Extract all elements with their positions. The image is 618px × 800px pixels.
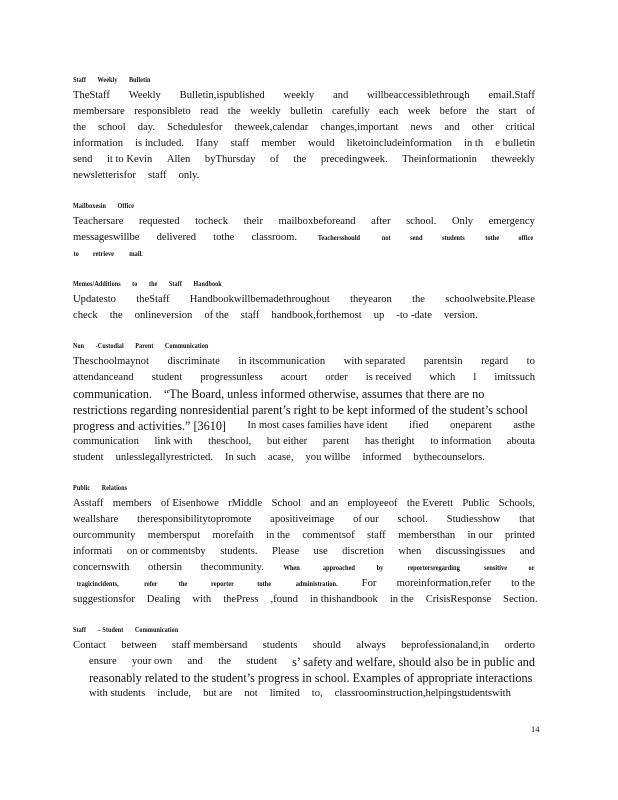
word: apositiveimage — [270, 514, 335, 525]
word: thecommunity. — [200, 562, 264, 573]
heading-word: Communication — [134, 625, 179, 634]
word: rMiddle — [228, 498, 263, 509]
word: Asstaff — [73, 498, 104, 509]
word: bythecounselors. — [413, 452, 485, 463]
heading-word: Relations — [101, 483, 128, 492]
text-line — [73, 88, 535, 104]
word: the — [179, 579, 188, 588]
word: onlineversion — [134, 310, 193, 321]
word: Please — [272, 546, 300, 557]
word: In most cases families have ident — [247, 420, 388, 431]
text-line — [73, 434, 535, 450]
word: is included. — [135, 138, 184, 149]
heading-word: – Student — [97, 625, 124, 634]
word: student — [246, 656, 277, 667]
word: in our — [467, 530, 493, 541]
word: l — [473, 372, 477, 383]
text-line — [73, 292, 535, 308]
word: CrisisResponse — [425, 594, 492, 605]
section-non-custodial-parent — [73, 340, 535, 466]
section-heading — [73, 200, 452, 212]
word: of our — [353, 514, 379, 525]
word: to information — [430, 436, 492, 447]
word: discussingissues — [435, 546, 506, 557]
page-number: 14 — [531, 724, 540, 734]
word: weekly — [283, 90, 315, 101]
word: messageswillbe — [73, 232, 140, 243]
word: is received — [365, 372, 412, 383]
word: emergency — [488, 216, 535, 227]
heading-word: Mailboxesin — [73, 201, 107, 210]
word: staff — [230, 138, 250, 149]
word: to — [526, 356, 535, 367]
word: requested — [138, 216, 180, 227]
word: Schedulesfor — [167, 122, 223, 133]
word: Teachersare — [73, 216, 124, 227]
text-line — [73, 450, 535, 466]
text-line — [73, 152, 535, 168]
word: reportersregarding — [407, 563, 460, 572]
word: each — [379, 106, 399, 117]
word: students — [442, 233, 465, 242]
word: has theright — [364, 436, 415, 447]
word: and — [519, 546, 535, 557]
word: in thishandbook — [309, 594, 378, 605]
word: acase, — [267, 452, 294, 463]
word: parentsin — [423, 356, 463, 367]
word: Updatesto — [73, 294, 116, 305]
word: membersput — [147, 530, 201, 541]
text-line — [73, 104, 535, 120]
word: othersin — [147, 562, 183, 573]
word: the — [476, 106, 490, 117]
word: members — [112, 498, 152, 509]
word: when — [398, 546, 422, 557]
word: Theschoolmaynot — [73, 356, 149, 367]
text-line — [73, 670, 535, 686]
section-heading — [73, 624, 452, 636]
word: the Everett — [406, 498, 454, 509]
word: Schools, — [498, 498, 535, 509]
text-line — [73, 120, 535, 136]
heading-word: Bulletin — [128, 75, 151, 84]
word: retrieve — [93, 249, 115, 258]
word: -to -date — [396, 310, 432, 321]
section-staff-student-communication — [73, 624, 535, 702]
word: imitssuch — [494, 372, 535, 383]
text-line — [73, 544, 535, 560]
text-line — [73, 370, 535, 386]
heading-word: Staff — [73, 625, 87, 634]
word: information — [73, 138, 124, 149]
word: ensure — [89, 656, 117, 667]
word: which — [429, 372, 456, 383]
word: in th — [464, 138, 484, 149]
word: Only — [451, 216, 474, 227]
word: week — [407, 106, 431, 117]
text-line — [73, 512, 535, 528]
word: responsibleto — [134, 106, 191, 117]
section-heading — [73, 278, 452, 290]
word: include, — [157, 688, 192, 699]
word: to, — [311, 688, 323, 699]
word: Dealing — [146, 594, 181, 605]
word: and — [444, 122, 460, 133]
word: approached — [322, 563, 355, 572]
section-heading — [73, 482, 452, 494]
text-line — [73, 136, 535, 152]
word: Handbookwillbemadethroughout — [189, 294, 330, 305]
word: staff membersand — [171, 640, 248, 651]
word: oneparent — [450, 420, 492, 431]
word: asthe — [513, 420, 535, 431]
heading-word: Staff — [168, 279, 182, 288]
word: should — [312, 640, 341, 651]
word: informati — [73, 546, 113, 557]
word: in the — [389, 594, 414, 605]
word: newsletterisfor — [73, 170, 136, 181]
word: Section. — [503, 594, 538, 605]
text-line — [73, 592, 538, 608]
word: by — [376, 563, 384, 572]
word: morefaith — [212, 530, 254, 541]
word: of — [526, 106, 535, 117]
word: thePress — [223, 594, 259, 605]
heading-word: Handbook — [193, 279, 222, 288]
word: printed — [504, 530, 535, 541]
word: Public — [462, 498, 490, 509]
text-line — [73, 418, 535, 434]
text-line — [73, 686, 535, 702]
word: on or commentsby — [126, 546, 206, 557]
word: suggestionsfor — [73, 594, 135, 605]
word: Weekly — [128, 90, 161, 101]
heading-word: Staff — [73, 75, 87, 84]
word: it to Kevin — [106, 154, 153, 165]
word: beprofessionaland,in — [401, 640, 490, 651]
word: classroom. — [251, 232, 298, 243]
word: theyearon — [350, 294, 392, 305]
word: delivered — [156, 232, 197, 243]
heading-word: Communication — [164, 341, 209, 350]
word: For — [361, 578, 377, 589]
word: communication. — [73, 387, 152, 401]
word: regard — [481, 356, 509, 367]
word: would — [308, 138, 335, 149]
heading-word: Memos/Additions — [73, 279, 121, 288]
word: orderto — [504, 640, 535, 651]
word: staff — [147, 170, 167, 181]
heading-word: Parent — [135, 341, 154, 350]
word: commentsof — [302, 530, 355, 541]
heading-word: Non — [73, 341, 85, 350]
word: always — [356, 640, 386, 651]
word: school — [98, 122, 126, 133]
word: reporter — [210, 579, 234, 588]
word: mailboxbeforeand — [278, 216, 356, 227]
word: theschool, — [208, 436, 252, 447]
word: TheStaff — [73, 90, 110, 101]
word: bulletin — [290, 106, 323, 117]
word: carefully — [331, 106, 370, 117]
word: read — [200, 106, 219, 117]
word: your own — [131, 656, 173, 667]
word: Ifany — [196, 138, 219, 149]
word: Theinformationin — [402, 154, 477, 165]
word: students. — [220, 546, 258, 557]
word: Contact — [73, 640, 106, 651]
word: send — [73, 154, 93, 165]
word: and — [332, 90, 349, 101]
word: acourt — [280, 372, 308, 383]
word: but are — [203, 688, 233, 699]
word: email.Staff — [488, 90, 535, 101]
word: only. — [178, 170, 200, 181]
word: or — [528, 563, 535, 572]
word: progress and activities.” [3610] — [73, 419, 226, 433]
word: order — [325, 372, 348, 383]
word: member — [261, 138, 296, 149]
word: ,found — [270, 594, 298, 605]
word: membersare — [73, 106, 125, 117]
word: theresponsibilitytopromote — [137, 514, 252, 525]
word: staff — [367, 530, 386, 541]
word: office — [518, 233, 534, 242]
word: use — [313, 546, 328, 557]
word: before — [439, 106, 467, 117]
text-line — [73, 230, 535, 246]
heading-word: -Custodial — [95, 341, 124, 350]
word: tragicincidents, — [76, 579, 119, 588]
word: the — [293, 154, 307, 165]
section-mailboxes-in-office — [73, 200, 535, 262]
word: In such — [224, 452, 256, 463]
heading-word: to — [132, 279, 138, 288]
word: the — [227, 106, 241, 117]
word: membersthan — [398, 530, 456, 541]
word: other — [471, 122, 494, 133]
word: in the — [266, 530, 290, 541]
word: check — [73, 310, 98, 321]
word: the — [412, 294, 426, 305]
text-line — [73, 402, 535, 418]
word: school. — [397, 514, 428, 525]
word: start — [498, 106, 517, 117]
word: after — [371, 216, 391, 227]
word: theStaff — [136, 294, 170, 305]
word: to — [73, 249, 79, 258]
word: informed — [362, 452, 402, 463]
word: “The Board, unless informed otherwise, assumes that there are no — [163, 387, 485, 401]
text-line — [73, 496, 535, 512]
word: e bulletin — [495, 138, 535, 149]
word: unlesslegallyrestricted. — [115, 452, 213, 463]
word: employeeof — [347, 498, 398, 509]
word: school. — [406, 216, 437, 227]
section-memos-additions — [73, 278, 535, 324]
word: day. — [137, 122, 156, 133]
text-line — [73, 308, 535, 324]
word: moreinformation,refer — [396, 578, 491, 589]
word: schoolwebsite.Please — [445, 294, 535, 305]
document-page — [73, 74, 538, 718]
text-line — [73, 214, 535, 230]
word: their — [243, 216, 263, 227]
word: discretion — [342, 546, 384, 557]
word: Teachersshould — [317, 233, 361, 242]
word: progressunless — [200, 372, 263, 383]
word: with separated — [343, 356, 406, 367]
word: willbeaccessiblethrough — [367, 90, 470, 101]
word: reasonably related to the student’s progress in school. Examples of appropriate interactions — [89, 671, 533, 685]
word: tothe — [485, 233, 500, 242]
word: abouta — [506, 436, 535, 447]
word: between — [121, 640, 157, 651]
heading-word: Public — [73, 483, 91, 492]
word: mail. — [129, 249, 143, 258]
word: critical — [505, 122, 535, 133]
word: precedingweek. — [320, 154, 388, 165]
word: student — [151, 372, 183, 383]
word: version. — [443, 310, 478, 321]
word: When — [283, 563, 300, 572]
heading-word: the — [148, 279, 158, 288]
word: theweekly — [491, 154, 535, 165]
word: Bulletin,ispublished — [179, 90, 265, 101]
word: with students — [89, 688, 146, 699]
word: and — [187, 656, 203, 667]
text-line — [73, 528, 535, 544]
word: to the — [511, 578, 535, 589]
word: the — [73, 122, 86, 133]
word: tothe — [213, 232, 235, 243]
text-line — [73, 638, 535, 654]
word: ified — [409, 420, 429, 431]
word: up — [373, 310, 385, 321]
word: attendanceand — [73, 372, 134, 383]
word: communication — [73, 436, 139, 447]
word: discriminate — [167, 356, 220, 367]
word: liketoincludeinformation — [346, 138, 452, 149]
word: Studiesshow — [446, 514, 501, 525]
word: classroominstruction,helpingstudentswith — [334, 688, 511, 699]
word: of the — [204, 310, 229, 321]
text-line — [73, 386, 535, 402]
word: the — [109, 310, 123, 321]
word: Allen — [166, 154, 191, 165]
text-line — [73, 168, 535, 184]
word: refer — [143, 579, 158, 588]
word: not — [244, 688, 258, 699]
text-line — [73, 354, 535, 370]
word: byThursday — [204, 154, 256, 165]
word: School — [271, 498, 301, 509]
word: of Eisenhowe — [160, 498, 219, 509]
word: s’ safety and welfare, should also be in public and — [292, 655, 535, 669]
word: ourcommunity — [73, 530, 136, 541]
word: tocheck — [195, 216, 229, 227]
text-line — [73, 246, 535, 262]
word: staff — [240, 310, 260, 321]
word: student — [73, 452, 104, 463]
word: the — [218, 656, 232, 667]
word: in itscommunication — [238, 356, 326, 367]
word: parent — [322, 436, 350, 447]
word: tothe — [256, 579, 271, 588]
word: of — [270, 154, 279, 165]
word: handbook,forthemost — [271, 310, 362, 321]
heading-word: Weekly — [97, 75, 118, 84]
word: limited — [269, 688, 300, 699]
word: sensitive — [484, 563, 508, 572]
section-staff-weekly-bulletin — [73, 74, 535, 184]
word: theweek,calendar — [234, 122, 309, 133]
word: send — [409, 233, 423, 242]
text-line — [73, 654, 535, 670]
word: restrictions regarding nonresidential parent’s right to be kept informed of the student’s school — [73, 403, 528, 417]
word: that — [519, 514, 535, 525]
word: and an — [310, 498, 339, 509]
word: weekly — [250, 106, 281, 117]
section-public-relations — [73, 482, 538, 608]
word: weallshare — [73, 514, 119, 525]
heading-word: Office — [117, 201, 135, 210]
word: concernswith — [73, 562, 130, 573]
word: changes,important — [320, 122, 399, 133]
word: not — [381, 233, 391, 242]
text-line — [73, 576, 535, 592]
word: you willbe — [305, 452, 351, 463]
word: but either — [266, 436, 308, 447]
word: with — [192, 594, 212, 605]
word: link with — [154, 436, 193, 447]
section-heading — [73, 340, 452, 352]
word: students — [262, 640, 298, 651]
section-heading — [73, 74, 452, 86]
word: administration. — [295, 579, 338, 588]
word: news — [410, 122, 433, 133]
text-line — [73, 560, 535, 576]
